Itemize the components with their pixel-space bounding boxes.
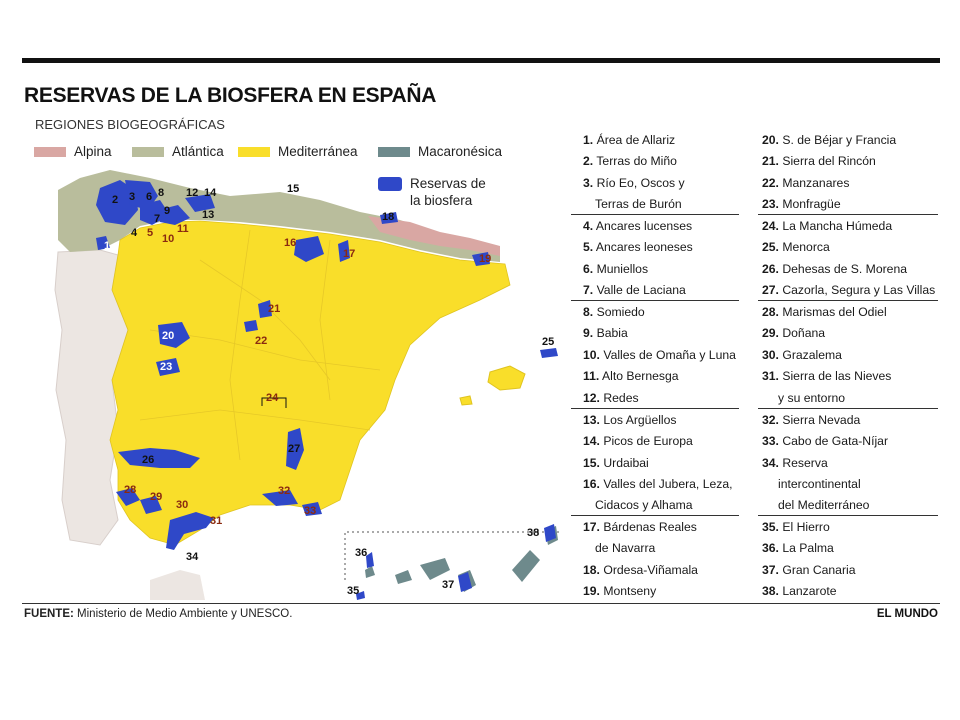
list-item: 1. Área de Allariz [583, 133, 676, 147]
list-item: 8. Somiedo [583, 305, 645, 319]
list-item: 2. Terras do Miño [583, 154, 677, 168]
list-item: 36. La Palma [762, 541, 834, 555]
map-label-16: 16 [284, 237, 297, 249]
map-label-37: 37 [442, 579, 455, 591]
map-label-7: 7 [154, 213, 161, 225]
map-label-30: 30 [176, 499, 189, 511]
map-label-20: 20 [162, 330, 175, 342]
map-label-9: 9 [164, 205, 171, 217]
legend-label: Alpina [74, 144, 112, 159]
list-item: 35. El Hierro [762, 520, 830, 534]
list-item-continued: Cidacos y Alhama [595, 498, 693, 512]
mallorca-island [488, 366, 525, 390]
list-item: 12. Redes [583, 391, 639, 405]
list-item: 11. Alto Bernesga [583, 369, 679, 383]
map-label-28: 28 [124, 484, 137, 496]
list-item: 22. Manzanares [762, 176, 850, 190]
map-label-31: 31 [210, 515, 223, 527]
list-item: 7. Valle de Laciana [583, 283, 686, 297]
map-label-10: 10 [162, 233, 175, 245]
list-item: 23. Monfragüe [762, 197, 841, 211]
reserve-list-left [583, 133, 743, 603]
map-label-2: 2 [112, 194, 119, 206]
map-label-13: 13 [202, 209, 215, 221]
map-label-4: 4 [131, 227, 138, 239]
legend-label-2: la biosfera [410, 193, 473, 208]
list-item: 4. Ancares lucenses [583, 219, 693, 233]
list-item: 14. Picos de Europa [583, 434, 693, 448]
list-item: 19. Montseny [583, 584, 657, 598]
list-item: 30. Grazalema [762, 348, 842, 362]
map-label-1: 1 [104, 240, 111, 252]
africa-coast [150, 570, 205, 600]
map-label-36: 36 [355, 547, 368, 559]
ibiza-island [460, 396, 472, 405]
map-label-33: 33 [304, 505, 317, 517]
list-item: 21. Sierra del Rincón [762, 154, 876, 168]
list-item-continued: intercontinental [778, 477, 861, 491]
map-label-18: 18 [382, 211, 395, 223]
source-credit: FUENTE: Ministerio de Medio Ambiente y UNESCO. [24, 608, 293, 620]
separator [758, 300, 938, 301]
map-label-15: 15 [287, 183, 300, 195]
map-label-27: 27 [288, 443, 301, 455]
map-label-3: 3 [129, 191, 136, 203]
list-item: 28. Marismas del Odiel [762, 305, 887, 319]
separator [571, 408, 739, 409]
map-label-6: 6 [146, 191, 153, 203]
list-item-continued: Terras de Burón [595, 197, 682, 211]
map-label-25: 25 [542, 336, 555, 348]
list-item-continued: y su entorno [778, 391, 846, 405]
map-label-19: 19 [479, 253, 492, 265]
map-label-14: 14 [204, 187, 217, 199]
list-item-continued: de Navarra [595, 541, 656, 555]
list-item: 34. Reserva [762, 456, 828, 470]
list-item: 20. S. de Béjar y Francia [762, 133, 897, 147]
list-item: 3. Río Eo, Oscos y [583, 176, 685, 190]
separator [571, 515, 739, 516]
list-item: 38. Lanzarote [762, 584, 837, 598]
list-item: 5. Ancares leoneses [583, 240, 693, 254]
separator [758, 408, 938, 409]
map-label-38: 38 [527, 527, 540, 539]
list-item: 37. Gran Canaria [762, 563, 856, 577]
list-item: 24. La Mancha Húmeda [762, 219, 893, 233]
list-item: 27. Cazorla, Segura y Las Villas [762, 283, 936, 297]
map-label-11: 11 [177, 223, 189, 235]
separator [758, 214, 938, 215]
map-label-21: 21 [268, 303, 281, 315]
list-item: 29. Doñana [762, 326, 826, 340]
footer-rule [22, 603, 940, 604]
list-item: 13. Los Argüellos [583, 413, 677, 427]
map-label-35: 35 [347, 585, 360, 597]
legend-label: Mediterránea [278, 144, 358, 159]
list-item: 6. Muniellos [583, 262, 649, 276]
map-label-34: 34 [186, 551, 199, 563]
separator [758, 515, 938, 516]
mediterranean-region [110, 221, 510, 545]
list-item-continued: del Mediterráneo [778, 498, 870, 512]
map-label-32: 32 [278, 485, 291, 497]
legend-label: Atlántica [172, 144, 224, 159]
menorca-island [540, 348, 558, 358]
map-label-8: 8 [158, 187, 165, 199]
publisher-brand: EL MUNDO [876, 608, 938, 620]
map-label-22: 22 [255, 335, 268, 347]
list-item: 9. Babia [583, 326, 628, 340]
separator [571, 214, 739, 215]
map-label-29: 29 [150, 491, 163, 503]
list-item: 18. Ordesa-Viñamala [583, 563, 698, 577]
spain-map [0, 0, 570, 605]
list-item: 17. Bárdenas Reales [583, 520, 697, 534]
list-item: 10. Valles de Omaña y Luna [583, 348, 736, 362]
reserve-list-right [762, 133, 942, 603]
map-label-26: 26 [142, 454, 155, 466]
list-item: 15. Urdaibai [583, 456, 649, 470]
map-label-23: 23 [160, 361, 173, 373]
map-label-24: 24 [266, 392, 279, 404]
list-item: 32. Sierra Nevada [762, 413, 861, 427]
legend-title: REGIONES BIOGEOGRÁFICAS [35, 117, 225, 132]
list-item: 33. Cabo de Gata-Níjar [762, 434, 889, 448]
separator [571, 300, 739, 301]
page-title: RESERVAS DE LA BIOSFERA EN ESPAÑA [24, 84, 437, 107]
map-label-17: 17 [343, 248, 356, 260]
map-label-5: 5 [147, 227, 154, 239]
list-item: 25. Menorca [762, 240, 830, 254]
legend-label: Reservas de [410, 176, 486, 191]
legend-label: Macaronésica [418, 144, 503, 159]
map-label-12: 12 [186, 187, 199, 199]
list-item: 26. Dehesas de S. Morena [762, 262, 907, 276]
list-item: 16. Valles del Jubera, Leza, [583, 477, 733, 491]
list-item: 31. Sierra de las Nieves [762, 369, 892, 383]
